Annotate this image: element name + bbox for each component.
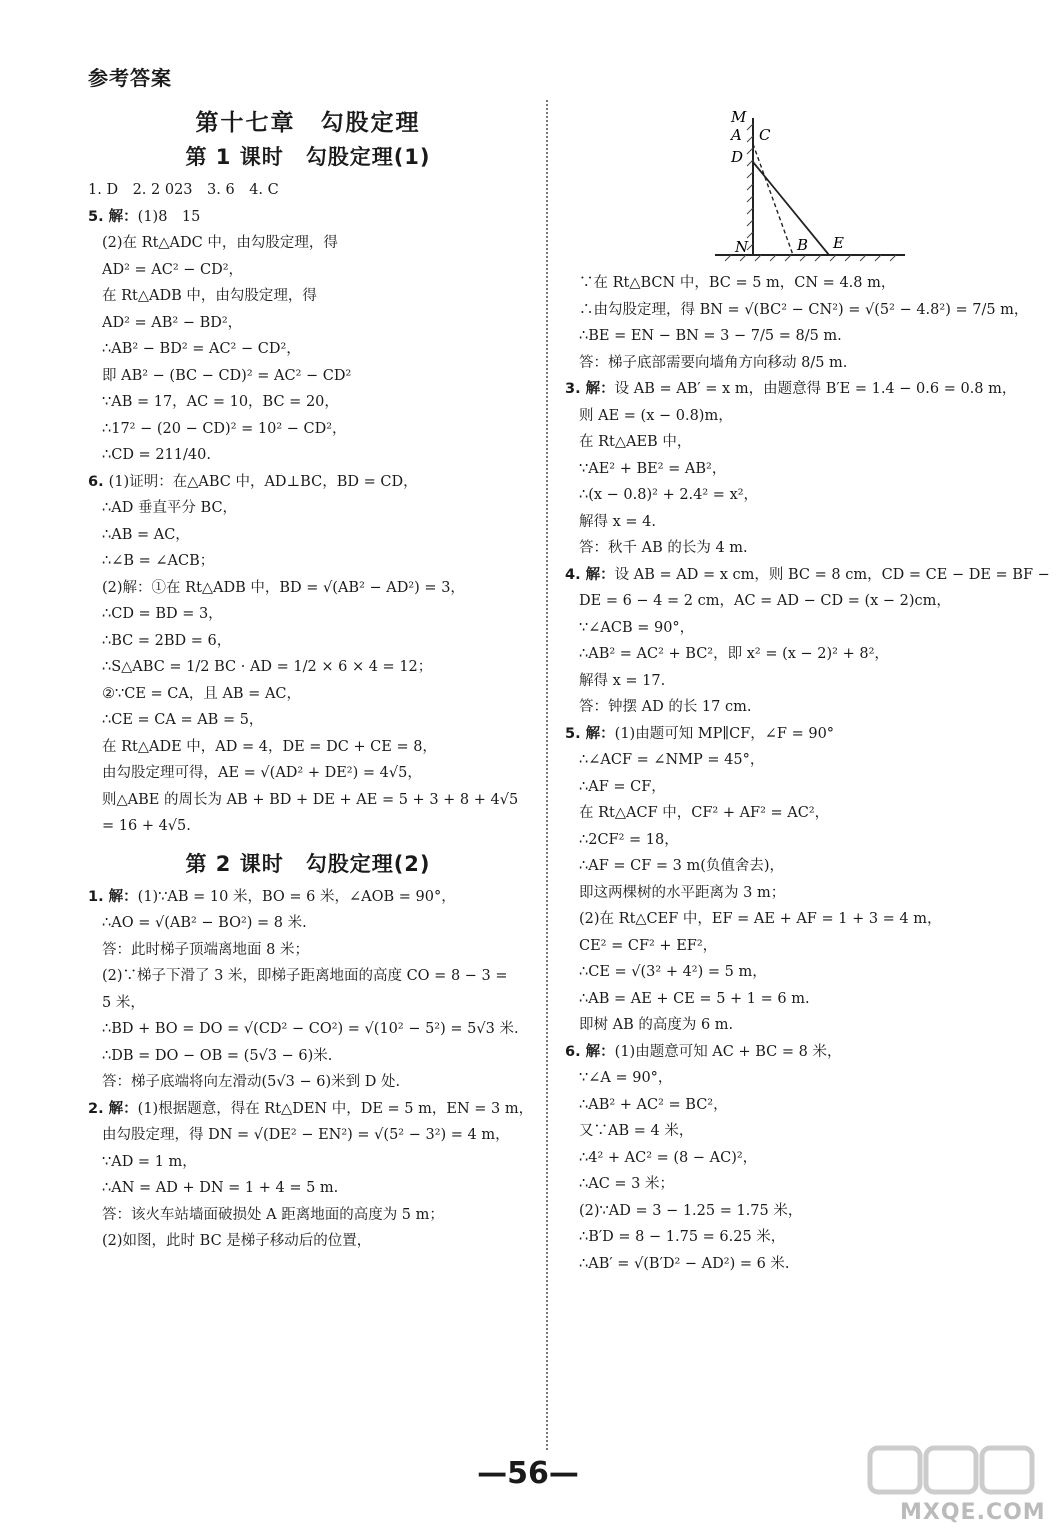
answer-line	[565, 747, 1005, 774]
answer-text: ∴CD = BD = 3，	[102, 606, 223, 622]
answer-line	[88, 204, 528, 231]
answer-line	[565, 615, 1005, 642]
answer-line	[565, 694, 1005, 721]
answer-line	[88, 787, 528, 814]
answer-line	[565, 880, 1005, 907]
answer-line	[565, 641, 1005, 668]
answer-text: 在 Rt△ADB 中，由勾股定理，得	[102, 288, 317, 304]
lesson2-answers	[88, 884, 534, 1255]
answer-line	[88, 681, 528, 708]
answer-text: ∴AD 垂直平分 BC，	[102, 500, 238, 516]
answer-line	[88, 522, 528, 549]
answer-text: ∴BD + BO = DO = √(CD² − CO²) = √(10² − 5²) = 5√3 米.	[102, 1021, 519, 1037]
answer-line	[565, 827, 1005, 854]
answer-line	[565, 535, 1005, 562]
answer-text: 解得 x = 17.	[579, 672, 666, 689]
answer-text: (1)∵AB = 10 米，BO = 6 米，∠AOB = 90°，	[137, 888, 456, 905]
answer-text: ∴AB = AC，	[102, 526, 190, 543]
answer-text: 答：秋千 AB 的长为 4 m.	[579, 540, 748, 556]
answer-line	[565, 297, 1029, 324]
question-number: 5. 解：	[565, 725, 615, 742]
answer-text: (2)∵梯子下滑了 3 米，即梯子距离地面的高度 CO = 8 − 3 =	[102, 968, 508, 984]
answer-text: 由勾股定理可得，AE = √(AD² + DE²) = 4√5，	[102, 765, 422, 781]
answer-text: ∴AO = √(AB² − BO²) = 8 米.	[102, 915, 307, 931]
answer-line	[88, 760, 528, 787]
answer-line	[565, 668, 1005, 695]
ladder-figure	[565, 100, 1005, 270]
answer-line	[565, 562, 1050, 589]
answer-text: ∴AC = 3 米；	[579, 1176, 674, 1192]
answer-line	[565, 270, 1005, 297]
answer-line	[88, 283, 528, 310]
answer-text: ∴BC = 2BD = 6，	[102, 632, 232, 649]
answer-text: AD² = AB² − BD²，	[102, 314, 243, 331]
answer-line	[88, 1175, 528, 1202]
answer-line	[88, 707, 528, 734]
answer-text: ∴CE = CA = AB = 5，	[102, 712, 264, 728]
answer-text: 1. D 2. 2 023 3. 6 4. C	[88, 182, 279, 198]
answer-line	[88, 990, 528, 1017]
answer-line	[88, 884, 528, 911]
answer-line	[88, 601, 528, 628]
answer-line	[88, 575, 528, 602]
right-column	[565, 100, 1050, 1277]
answer-line	[565, 721, 1005, 748]
answer-line	[565, 1012, 1005, 1039]
answer-text: ∴∠B = ∠ACB；	[102, 553, 215, 569]
answer-text: ∴B′D = 8 − 1.75 = 6.25 米，	[579, 1229, 786, 1245]
answer-line	[88, 1016, 528, 1043]
answer-text: ∴CD = 211/40.	[102, 447, 211, 463]
answer-text: 设 AB = AD = x cm，则 BC = 8 cm，CD = CE − DE = BF −	[614, 566, 1050, 583]
answer-text: (2)解：①在 Rt△ADB 中，BD = √(AB² − AD²) = 3，	[102, 579, 465, 596]
answer-line	[565, 350, 1005, 377]
answer-line	[565, 906, 1005, 933]
answer-text: 由勾股定理，得 DN = √(DE² − EN²) = √(5² − 3²) = 4 m，	[102, 1127, 510, 1143]
answer-text: 答：钟摆 AD 的长 17 cm.	[579, 699, 752, 715]
answer-line	[565, 1145, 1005, 1172]
column-divider	[546, 100, 548, 1450]
chapter-title: 第十七章 勾股定理	[195, 110, 421, 136]
answer-text: ∴S△ABC = 1/2 BC · AD = 1/2 × 6 × 4 = 12；	[102, 659, 433, 675]
answer-line	[88, 416, 528, 443]
answer-text: ∴AB² = AC² + BC²，即 x² = (x − 2)² + 8²，	[579, 646, 889, 662]
answer-text: ∴AB′ = √(B′D² − AD²) = 6 米.	[579, 1255, 790, 1272]
answer-text: 答：该火车站墙面破损处 A 距离地面的高度为 5 m；	[102, 1206, 444, 1223]
label-M: M	[731, 108, 747, 126]
answer-line	[565, 456, 1005, 483]
answer-line	[565, 1092, 1005, 1119]
answer-text: 在 Rt△ADE 中，AD = 4，DE = DC + CE = 8，	[102, 738, 437, 755]
answer-line	[88, 910, 528, 937]
ladder-CB	[753, 144, 793, 255]
answer-line	[565, 323, 1005, 350]
answer-text: ∴AB = AE + CE = 5 + 1 = 6 m.	[579, 990, 810, 1007]
answer-line	[88, 230, 528, 257]
label-E: E	[833, 234, 844, 252]
answer-line	[565, 1224, 1005, 1251]
question-number: 6. 解：	[565, 1043, 615, 1060]
answer-text: (1)根据题意，得在 Rt△DEN 中，DE = 5 m，EN = 3 m，	[137, 1100, 534, 1117]
page-number: —56—	[477, 1456, 579, 1491]
page-header: 参考答案	[88, 66, 172, 90]
answer-text: (2)在 Rt△CEF 中，EF = AE + AF = 1 + 3 = 4 m，	[579, 911, 942, 927]
answer-text: ∴BE = EN − BN = 3 − 7/5 = 8/5 m.	[579, 328, 842, 344]
answer-text: 答：梯子底端将向左滑动(5√3 − 6)米到 D 处.	[102, 1074, 401, 1090]
label-D: D	[731, 148, 744, 166]
lesson2-title: 第 2 课时 勾股定理(2)	[185, 851, 431, 876]
answer-line	[88, 442, 528, 469]
answer-line	[88, 177, 528, 204]
question-number: 3. 解：	[565, 381, 615, 397]
answer-line	[88, 1043, 528, 1070]
answer-line	[88, 548, 528, 575]
answer-line	[565, 933, 1005, 960]
answer-line	[565, 774, 1005, 801]
right-answers	[565, 270, 1050, 1277]
answer-text: 在 Rt△AEB 中，	[579, 434, 692, 450]
answer-line	[565, 429, 1005, 456]
answer-line	[88, 310, 528, 337]
ladder-DE	[753, 162, 829, 255]
answer-line	[88, 963, 528, 990]
answer-text: 在 Rt△ACF 中，CF² + AF² = AC²，	[579, 805, 830, 821]
answer-line	[565, 986, 1005, 1013]
answer-line	[88, 1122, 528, 1149]
ladder-diagram	[565, 100, 1005, 270]
answer-text: 即 AB² − (BC − CD)² = AC² − CD²	[102, 367, 352, 384]
answer-text: ②∵CE = CA，且 AB = AC，	[102, 685, 302, 702]
answer-line	[88, 628, 528, 655]
answer-line	[565, 403, 1005, 430]
answer-line	[88, 1202, 528, 1229]
answer-line	[565, 482, 1005, 509]
answer-text: ∴AF = CF = 3 m(负值舍去)，	[579, 858, 785, 874]
answer-text: 即树 AB 的高度为 6 m.	[579, 1017, 734, 1033]
label-B: B	[797, 236, 809, 254]
answer-line	[88, 363, 528, 390]
answer-text: 5 米，	[102, 994, 145, 1011]
answer-line	[88, 1096, 534, 1123]
answer-text: ∴∠ACF = ∠NMP = 45°，	[579, 752, 765, 768]
answer-line	[565, 853, 1005, 880]
answer-text: ∵AE² + BE² = AB²，	[579, 460, 727, 477]
answer-text: ∴AB² − BD² = AC² − CD²，	[102, 341, 301, 357]
answer-line	[88, 813, 528, 840]
question-number: 2. 解：	[88, 1100, 138, 1117]
answer-text: ∴(x − 0.8)² + 2.4² = x²，	[579, 487, 759, 503]
watermark-text: MXQE.COM	[900, 1500, 1046, 1525]
question-number: 6.	[88, 473, 109, 490]
question-number: 1. 解：	[88, 888, 138, 905]
answer-line	[565, 376, 1017, 403]
answer-line	[88, 734, 528, 761]
answer-text: (1)8 15	[137, 208, 201, 225]
answer-text: 解得 x = 4.	[579, 513, 656, 530]
answer-line	[565, 1118, 1005, 1145]
answer-text: ∵∠A = 90°，	[579, 1070, 673, 1086]
answer-line	[565, 1065, 1005, 1092]
answer-text: CE² = CF² + EF²，	[579, 937, 718, 954]
answer-text: ∴由勾股定理，得 BN = √(BC² − CN²) = √(5² − 4.8²) = 7/5 m，	[579, 301, 1029, 318]
answer-line	[565, 800, 1005, 827]
answer-text: (2)在 Rt△ADC 中，由勾股定理，得	[102, 235, 338, 251]
answer-line	[565, 509, 1005, 536]
label-N: N	[735, 238, 749, 256]
answer-text: (2)如图，此时 BC 是梯子移动后的位置，	[102, 1233, 372, 1249]
answer-text: (1)证明：在△ABC 中，AD⊥BC，BD = CD，	[108, 473, 418, 490]
answer-line	[88, 1069, 528, 1096]
answer-line	[88, 654, 528, 681]
lesson1-answers	[88, 177, 528, 840]
answer-text: ∴DB = DO − OB = (5√3 − 6)米.	[102, 1047, 333, 1064]
answer-text: 则 AE = (x − 0.8)m，	[579, 407, 733, 424]
answer-text: ∵∠ACB = 90°，	[579, 619, 695, 636]
answer-text: (2)∵AD = 3 − 1.25 = 1.75 米，	[579, 1202, 803, 1219]
answer-line	[88, 257, 528, 284]
answer-text: 设 AB = AB′ = x m，由题意得 B′E = 1.4 − 0.6 = 0.8 m，	[614, 381, 1017, 397]
label-C: C	[759, 126, 771, 144]
answer-line	[88, 495, 528, 522]
answer-line	[565, 959, 1005, 986]
answer-text: ∴AN = AD + DN = 1 + 4 = 5 m.	[102, 1180, 339, 1196]
lesson1-title: 第 1 课时 勾股定理(1)	[185, 145, 431, 169]
answer-line	[88, 389, 528, 416]
left-column	[88, 100, 534, 1255]
answer-text: 答：梯子底部需要向墙角方向移动 8/5 m.	[579, 354, 848, 371]
answer-text: ∴AB² + AC² = BC²，	[579, 1096, 728, 1113]
answer-line	[565, 1251, 1005, 1278]
label-A: A	[731, 126, 742, 144]
answer-text: ∵AD = 1 m，	[102, 1153, 197, 1170]
answer-text: ∵AB = 17，AC = 10，BC = 20，	[102, 394, 339, 410]
answer-text: ∴17² − (20 − CD)² = 10² − CD²，	[102, 420, 347, 437]
answer-line	[565, 588, 1005, 615]
answer-text: ∴AF = CF，	[579, 778, 666, 795]
answer-text: (1)由题可知 MP∥CF，∠F = 90°	[614, 725, 835, 742]
answer-line	[565, 1039, 1005, 1066]
answer-line	[88, 336, 528, 363]
answer-text: 答：此时梯子顶端离地面 8 米；	[102, 941, 309, 958]
answer-text: DE = 6 − 4 = 2 cm，AC = AD − CD = (x − 2)cm，	[579, 593, 951, 609]
answer-text: ∴4² + AC² = (8 − AC)²，	[579, 1149, 758, 1166]
answer-line	[88, 1228, 528, 1255]
answer-line	[565, 1198, 1005, 1225]
answer-text: 则△ABE 的周长为 AB + BD + DE + AE = 5 + 3 + 8 + 4√5	[102, 791, 519, 808]
answer-text: ∵在 Rt△BCN 中，BC = 5 m，CN = 4.8 m，	[579, 275, 896, 291]
answer-line	[565, 1171, 1005, 1198]
answer-text: = 16 + 4√5.	[102, 818, 191, 834]
answer-text: AD² = AC² − CD²，	[102, 261, 244, 278]
answer-text: ∴CE = √(3² + 4²) = 5 m，	[579, 964, 767, 980]
answer-text: ∴2CF² = 18，	[579, 831, 679, 848]
answer-line	[88, 937, 528, 964]
answer-text: 即这两棵树的水平距离为 3 m；	[579, 884, 786, 901]
question-number: 5. 解：	[88, 208, 138, 225]
answer-text: 又∵AB = 4 米，	[579, 1123, 694, 1139]
answer-text: (1)由题意可知 AC + BC = 8 米，	[614, 1043, 842, 1060]
answer-line	[88, 469, 528, 496]
question-number: 4. 解：	[565, 566, 615, 583]
answer-line	[88, 1149, 528, 1176]
